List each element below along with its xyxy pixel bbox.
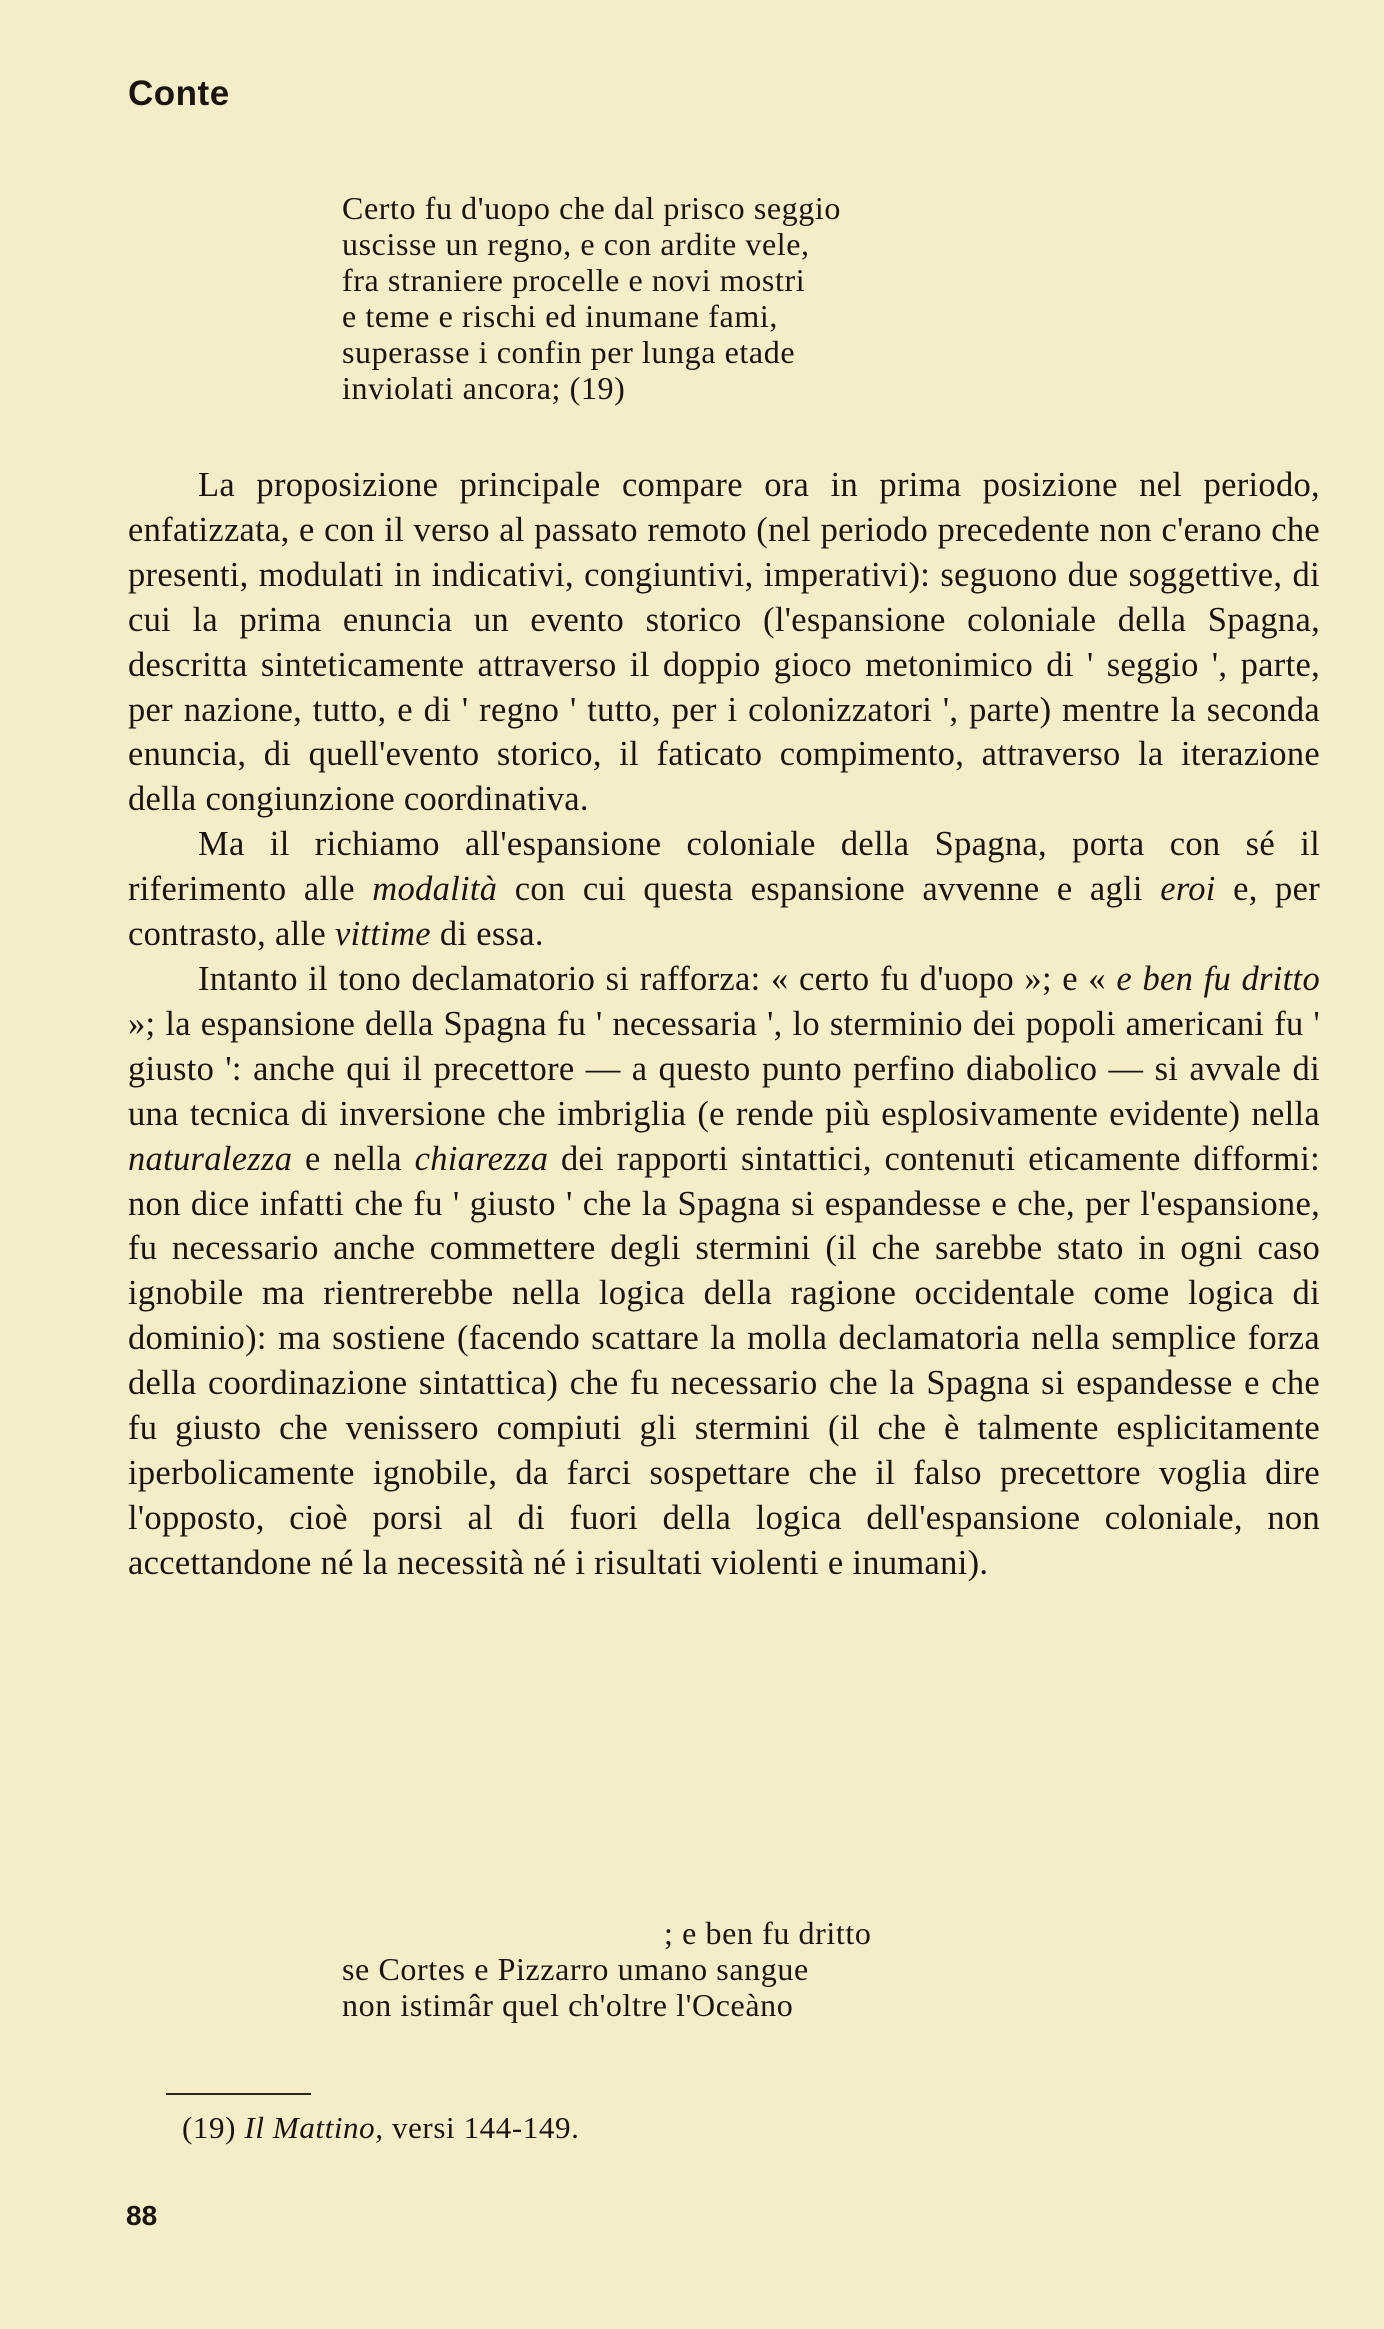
paragraph-3 xyxy=(128,957,1320,1586)
footnote-detail: versi 144-149. xyxy=(391,2110,580,2145)
italic-term: eroi xyxy=(1160,870,1216,909)
text-run: con cui questa espansione avvenne e agli xyxy=(497,870,1161,909)
footnote-divider xyxy=(166,2093,311,2095)
verse-line: non istimâr quel ch'oltre l'Oceàno xyxy=(342,1987,794,2023)
verse-line: e teme e rischi ed inumane fami, xyxy=(342,298,778,334)
verse-line: Certo fu d'uopo che dal prisco seggio xyxy=(342,190,841,226)
verse-quotation-2 xyxy=(342,1915,871,2023)
paragraph-1: La proposizione principale compare ora in prima posizione nel periodo, enfatizzata, e con il verso al passato remoto (nel periodo precedente non c'erano che presenti, modulati in indicativi, congiuntivi, imperativi): seguono due soggettive, di cui la prima enuncia un evento storico (l'espansione coloniale della Spagna, descritta sinteticamente attraverso il doppio gioco metonimico di ' seggio ', parte, per nazione, tutto, e di ' regno ' tutto, per i colonizzatori ', parte) mentre la seconda enuncia, di quell'evento storico, il faticato compimento, attraverso la iterazione della congiunzione coordinativa. xyxy=(128,466,1320,819)
verse-line: ; e ben fu dritto xyxy=(664,1915,872,1951)
text-run: e nella xyxy=(292,1139,415,1178)
italic-term: modalità xyxy=(372,870,498,909)
verse-line: fra straniere procelle e novi mostri xyxy=(342,262,806,298)
text-run: Intanto il tono declamatorio si rafforza: « certo fu d'uopo »; e « xyxy=(198,959,1117,998)
verse-line: superasse i confin per lunga etade xyxy=(342,334,796,370)
italic-term: naturalezza xyxy=(128,1139,293,1178)
text-run: dei rapporti sintattici, contenuti eticamente difformi: non dice infatti che fu ' giusto ' che la Spagna si espandesse e che, per l'espansione, fu necessario anche commettere degli stermini (il che sarebbe stato in ogni caso ignobile ma rientrerebbe nella logica della ragione occidentale come logica di dominio): ma sostiene (facendo scattare la molla declamatoria nella semplice forza della coordinazione sintattica) che fu necessario che la Spagna si espandesse e che fu giusto che venissero compiuti gli stermini (il che è talmente esplicitamente iperbolicamente ignobile, da farci sospettare che il falso precettore voglia dire l'opposto, cioè porsi al di fuori della logica dell'espansione coloniale, non accettandone né la necessità né i risultati violenti e inumani). xyxy=(128,1139,1320,1582)
text-run: Ma il richiamo all'espansione coloniale della Spagna, porta con sé il riferimento alle xyxy=(128,825,1320,909)
text-run: e, per contrasto, alle xyxy=(128,870,1320,954)
verse-line: se Cortes e Pizzarro umano sangue xyxy=(342,1951,809,1987)
page-number: 88 xyxy=(126,2200,158,2231)
footnote-marker: (19) xyxy=(182,2110,237,2145)
text-run: di essa. xyxy=(430,915,544,954)
running-header: Conte xyxy=(128,74,230,113)
verse-line: uscisse un regno, e con ardite vele, xyxy=(342,226,810,262)
verse-line: inviolati ancora; (19) xyxy=(342,370,626,406)
italic-quote: e ben fu dritto xyxy=(1116,959,1320,998)
italic-term: vittime xyxy=(334,915,431,954)
verse-quotation-1 xyxy=(342,190,841,406)
paragraph-2 xyxy=(128,822,1320,957)
body-text xyxy=(128,463,1320,1586)
italic-term: chiarezza xyxy=(414,1139,549,1178)
footnote xyxy=(182,2110,579,2146)
footnote-work-title: Il Mattino, xyxy=(244,2110,384,2145)
text-run: »; la espansione della Spagna fu ' necessaria ', lo sterminio dei popoli americani fu ' giusto ': anche qui il precettore — a questo punto perfino diabolico — si avvale di una tecnica di inversione che imbriglia (e rende più esplosivamente evidente) nella xyxy=(128,1004,1320,1133)
